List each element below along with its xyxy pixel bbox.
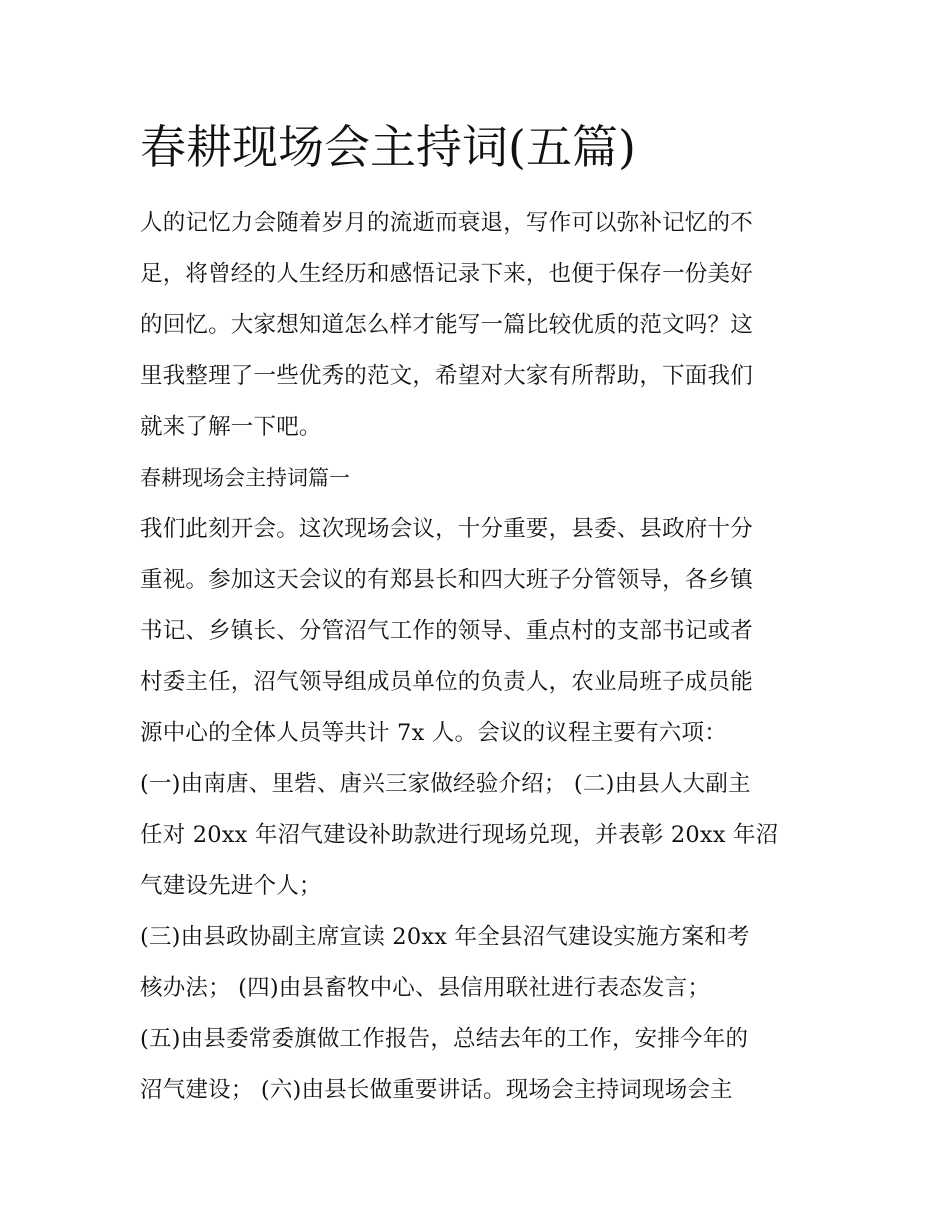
text-line: 沼气建设； (六)由县长做重要讲话。现场会主持词现场会主 <box>140 1077 733 1103</box>
section-paragraph <box>140 759 812 912</box>
text-line: 书记、乡镇长、分管沼气工作的领导、重点村的支部书记或者 <box>140 618 753 644</box>
document-body <box>140 198 812 1116</box>
text-line: 源中心的全体人员等共计 7x 人。会议的议程主要有六项： <box>140 720 727 746</box>
text-line: (五)由县委常委旗做工作报告，总结去年的工作，安排今年的 <box>140 1026 749 1052</box>
text-line: 重视。参加这天会议的有郑县长和四大班子分管领导，各乡镇 <box>140 567 753 593</box>
page-title: 春耕现场会主持词(五篇) <box>140 120 636 174</box>
section-heading: 春耕现场会主持词篇一 <box>140 466 350 490</box>
text-line: (三)由县政协副主席宣读 20xx 年全县沼气建设实施方案和考 <box>140 924 750 950</box>
text-line: 村委主任，沼气领导组成员单位的负责人，农业局班子成员能 <box>140 669 753 695</box>
text-line: 我们此刻开会。这次现场会议，十分重要，县委、县政府十分 <box>140 516 753 542</box>
text-line: 任对 20xx 年沼气建设补助款进行现场兑现，并表彰 20xx 年沼 <box>140 822 779 848</box>
text-line: 足，将曾经的人生经历和感悟记录下来，也便于保存一份美好 <box>140 261 753 287</box>
text-line: (一)由南唐、里砦、唐兴三家做经验介绍； (二)由县人大副主 <box>140 771 751 797</box>
text-line: 里我整理了一些优秀的范文，希望对大家有所帮助，下面我们 <box>140 363 753 389</box>
text-line: 气建设先进个人； <box>140 873 322 899</box>
intro-paragraph <box>140 198 812 453</box>
text-line: 核办法； (四)由县畜牧中心、县信用联社进行表态发言； <box>140 975 711 1001</box>
section-paragraph <box>140 912 812 1014</box>
text-line: 人的记忆力会随着岁月的流逝而衰退，写作可以弥补记忆的不 <box>140 210 753 236</box>
text-line: 的回忆。大家想知道怎么样才能写一篇比较优质的范文吗？这 <box>140 312 753 338</box>
text-line: 就来了解一下吧。 <box>140 414 322 440</box>
section-paragraph <box>140 1014 812 1116</box>
section-paragraph <box>140 504 812 759</box>
